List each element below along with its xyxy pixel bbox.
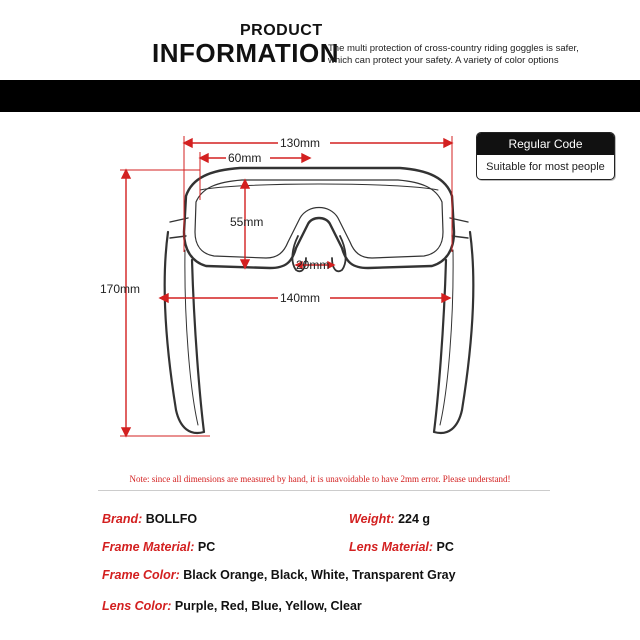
spec-brand bbox=[102, 512, 197, 526]
spec-lens-color-value: Purple, Red, Blue, Yellow, Clear bbox=[171, 599, 362, 613]
spec-weight bbox=[349, 512, 430, 526]
spec-brand-label: Brand: bbox=[102, 512, 143, 526]
dim-20-label: 20mm bbox=[296, 258, 330, 272]
dim-140-label: 140mm bbox=[280, 291, 321, 305]
spec-brand-value: BOLLFO bbox=[142, 512, 198, 526]
spec-frame-material-label: Frame Material: bbox=[102, 540, 195, 554]
spec-frame-color-label: Frame Color: bbox=[102, 568, 180, 582]
dim-60-label: 60mm bbox=[228, 151, 262, 165]
spec-lens-color bbox=[102, 599, 362, 613]
measurement-note: Note: since all dimensions are measured by hand, it is unavoidable to have 2mm error. Please understand! bbox=[129, 474, 511, 484]
spec-lens-material-value: PC bbox=[433, 540, 454, 554]
spec-weight-label: Weight: bbox=[349, 512, 395, 526]
dim-130-label: 130mm bbox=[280, 136, 321, 150]
information-heading: INFORMATION bbox=[152, 38, 339, 68]
note-divider bbox=[98, 490, 550, 491]
product-heading: PRODUCT bbox=[240, 22, 323, 39]
spec-frame-material-value: PC bbox=[194, 540, 216, 554]
dim-170-label: 170mm bbox=[100, 282, 141, 296]
spec-frame-color-value: Black Orange, Black, White, Transparent Gray bbox=[179, 568, 456, 582]
spec-weight-value: 224 g bbox=[394, 512, 431, 526]
size-code-subtitle: Suitable for most people bbox=[486, 161, 605, 173]
spec-lens-material bbox=[349, 540, 454, 554]
black-band bbox=[0, 80, 640, 112]
size-code-title: Regular Code bbox=[477, 133, 614, 155]
spec-frame-color bbox=[102, 568, 456, 582]
dimension-labels bbox=[100, 135, 330, 305]
info-header bbox=[0, 0, 640, 80]
header-description: The multi protection of cross-country riding goggles is safer, which can protect your safety. A variety of color options bbox=[328, 43, 579, 66]
size-code-badge bbox=[476, 132, 615, 180]
dim-55-label: 55mm bbox=[230, 215, 264, 229]
spec-lens-color-label: Lens Color: bbox=[102, 599, 172, 613]
spec-lens-material-label: Lens Material: bbox=[349, 540, 434, 554]
spec-frame-material bbox=[102, 540, 215, 554]
